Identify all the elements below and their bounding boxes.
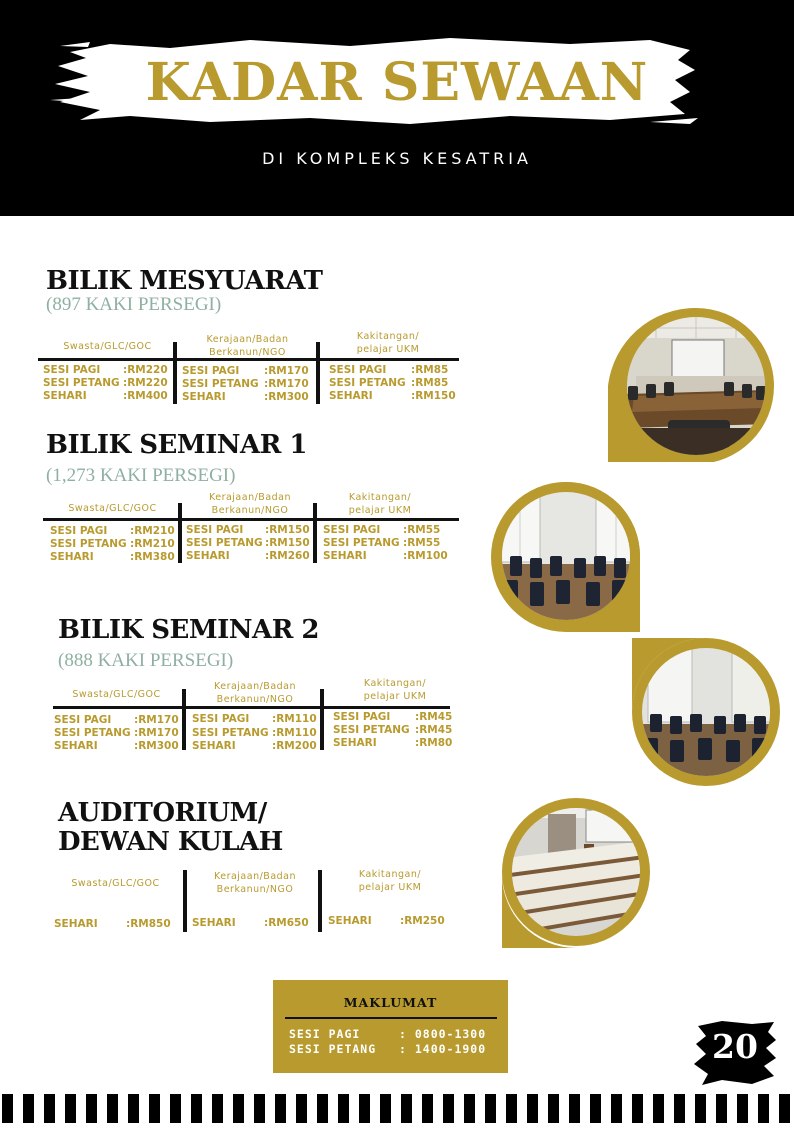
- stripe: [86, 1094, 97, 1123]
- rate-row: SEHARI :RM850: [54, 918, 171, 930]
- col-header-staff-line1: Kakitangan/: [356, 331, 420, 342]
- rate-row: SEHARI :RM380: [50, 551, 175, 563]
- stripe: [212, 1094, 223, 1123]
- rate-row: SESI PAGI :RM55: [323, 524, 441, 536]
- stripe: [359, 1094, 370, 1123]
- stripe: [506, 1094, 517, 1123]
- stripe: [401, 1094, 412, 1123]
- rate-row: SEHARI :RM250: [328, 915, 445, 927]
- stripe: [611, 1094, 622, 1123]
- section-title-auditorium-line1: AUDITORIUM/: [58, 798, 267, 828]
- rate-row: SESI PETANG :RM150: [186, 537, 310, 549]
- col-header-private: Swasta/GLC/GOC: [68, 503, 157, 514]
- section-area-bilik-seminar-1: (1,273 KAKI PERSEGI): [46, 465, 236, 486]
- rate-row: SESI PAGI :RM45: [333, 711, 453, 723]
- rate-row: SEHARI :RM400: [43, 390, 168, 402]
- rate-row: SESI PETANG :RM45: [333, 724, 453, 736]
- stripe: [758, 1094, 769, 1123]
- info-label: SESI PAGI: [289, 1027, 361, 1041]
- rate-row: SESI PAGI :RM210: [50, 525, 175, 537]
- col-header-govt-line1: Kerajaan/Badan: [206, 334, 289, 345]
- column-divider: [320, 689, 324, 750]
- stripe: [44, 1094, 55, 1123]
- section-title-auditorium-line2: DEWAN KULAH: [58, 827, 283, 857]
- stripe: [695, 1094, 706, 1123]
- rate-row: SESI PAGI :RM85: [329, 364, 449, 376]
- rate-row: SESI PAGI :RM170: [54, 714, 179, 726]
- column-divider: [316, 342, 320, 404]
- rate-row: SESI PETANG :RM55: [323, 537, 441, 549]
- seminar-room-1-photo: [490, 476, 658, 634]
- stripe: [674, 1094, 685, 1123]
- col-header-staff: Kakitangan/ pelajar UKM: [363, 678, 427, 702]
- stripe: [548, 1094, 559, 1123]
- stripe: [170, 1094, 181, 1123]
- rate-row: SEHARI :RM260: [186, 550, 310, 562]
- table-rule: [43, 518, 459, 521]
- page-number: 20: [712, 1027, 758, 1066]
- rate-row: SEHARI :RM200: [192, 740, 317, 752]
- stripe: [2, 1094, 13, 1123]
- section-title-bilik-mesyuarat: BILIK MESYUARAT: [46, 266, 323, 296]
- info-row-pagi: [289, 1027, 487, 1041]
- stripe: [380, 1094, 391, 1123]
- stripe: [191, 1094, 202, 1123]
- info-value: : 0800-1300: [399, 1027, 487, 1041]
- table-rule: [38, 358, 459, 361]
- info-divider: [285, 1017, 497, 1019]
- rate-row: SESI PETANG :RM170: [54, 727, 179, 739]
- col-header-private: Swasta/GLC/GOC: [72, 689, 161, 700]
- stripe: [527, 1094, 538, 1123]
- stripe: [338, 1094, 349, 1123]
- rate-row: SEHARI :RM150: [329, 390, 456, 402]
- stripe: [779, 1094, 790, 1123]
- col-header-govt: Kerajaan/Badan Berkanun/NGO: [208, 492, 292, 516]
- column-divider: [313, 503, 317, 563]
- rate-row: SEHARI :RM650: [192, 917, 309, 929]
- rate-row: SESI PETANG :RM210: [50, 538, 175, 550]
- stripe: [653, 1094, 664, 1123]
- meeting-room-photo: [606, 304, 774, 462]
- bottom-stripe-border: [0, 1094, 794, 1123]
- stripe: [149, 1094, 160, 1123]
- stripe: [632, 1094, 643, 1123]
- column-divider: [183, 870, 187, 932]
- section-title-bilik-seminar-2: BILIK SEMINAR 2: [58, 615, 319, 645]
- header-banner: [0, 0, 794, 216]
- stripe: [23, 1094, 34, 1123]
- rate-row: SESI PAGI :RM150: [186, 524, 310, 536]
- col-header-staff: [318, 330, 458, 356]
- stripe: [464, 1094, 475, 1123]
- stripe: [716, 1094, 727, 1123]
- rate-row: SEHARI :RM300: [54, 740, 179, 752]
- stripe: [422, 1094, 433, 1123]
- info-value: : 1400-1900: [399, 1042, 487, 1056]
- seminar-room-2-photo: [622, 630, 782, 790]
- info-title: MAKLUMAT: [343, 995, 438, 1010]
- column-divider: [173, 342, 177, 404]
- column-divider: [182, 689, 186, 750]
- col-header-private: Swasta/GLC/GOC: [63, 341, 152, 352]
- stripe: [737, 1094, 748, 1123]
- col-header-staff: Kakitangan/ pelajar UKM: [358, 869, 422, 893]
- rate-row: SESI PETANG :RM85: [329, 377, 449, 389]
- col-header-staff: Kakitangan/ pelajar UKM: [348, 492, 412, 516]
- rate-row: SESI PAGI :RM220: [43, 364, 168, 376]
- stripe: [233, 1094, 244, 1123]
- rate-row: SESI PETANG :RM170: [182, 378, 309, 390]
- rate-row: SESI PAGI :RM110: [192, 713, 317, 725]
- rate-row: SESI PETANG :RM220: [43, 377, 168, 389]
- stripe: [485, 1094, 496, 1123]
- rate-row: SEHARI :RM100: [323, 550, 448, 562]
- stripe: [296, 1094, 307, 1123]
- rate-row: SESI PAGI :RM170: [182, 365, 309, 377]
- col-header-govt: [175, 333, 320, 359]
- rate-row: SEHARI :RM80: [333, 737, 453, 749]
- info-box: [273, 980, 508, 1073]
- column-divider: [178, 503, 182, 563]
- section-title-bilik-seminar-1: BILIK SEMINAR 1: [46, 430, 307, 460]
- col-header-staff-line2: pelajar UKM: [356, 344, 420, 355]
- info-row-petang: [289, 1042, 487, 1056]
- col-header-private: Swasta/GLC/GOC: [71, 878, 160, 889]
- col-header-govt: Kerajaan/Badan Berkanun/NGO: [213, 871, 297, 895]
- auditorium-photo: [488, 790, 652, 950]
- info-label: SESI PETANG: [289, 1042, 377, 1056]
- stripe: [317, 1094, 328, 1123]
- stripe: [590, 1094, 601, 1123]
- col-header-govt-line2: Berkanun/NGO: [209, 347, 286, 358]
- rate-row: SEHARI :RM300: [182, 391, 309, 403]
- section-area-bilik-mesyuarat: (897 KAKI PERSEGI): [46, 294, 222, 315]
- section-area-bilik-seminar-2: (888 KAKI PERSEGI): [58, 650, 234, 671]
- rate-row: SESI PETANG :RM110: [192, 727, 317, 739]
- page-subtitle: DI KOMPLEKS KESATRIA: [262, 149, 532, 168]
- col-header-govt: Kerajaan/Badan Berkanun/NGO: [213, 681, 297, 705]
- stripe: [443, 1094, 454, 1123]
- stripe: [254, 1094, 265, 1123]
- stripe: [107, 1094, 118, 1123]
- stripe: [65, 1094, 76, 1123]
- stripe: [128, 1094, 139, 1123]
- stripe: [275, 1094, 286, 1123]
- stripe: [569, 1094, 580, 1123]
- column-divider: [318, 870, 322, 932]
- page-title: KADAR SEWAAN: [145, 52, 649, 113]
- table-rule: [53, 706, 450, 709]
